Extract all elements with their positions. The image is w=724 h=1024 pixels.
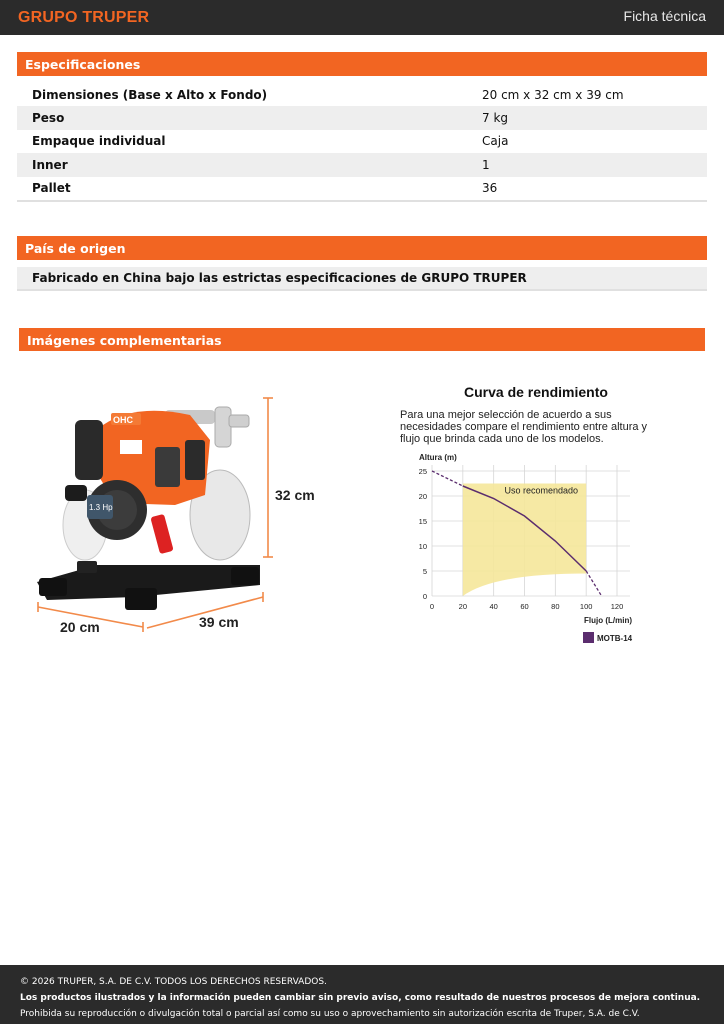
series-dash-start	[432, 471, 463, 486]
section-header-images: Imágenes complementarias	[19, 328, 705, 351]
spec-label: Empaque individual	[32, 134, 166, 149]
y-tick-label: 15	[418, 517, 427, 526]
spec-value: 20 cm x 32 cm x 39 cm	[482, 87, 624, 102]
legend-swatch	[583, 632, 594, 643]
footer-copyright: © 2026 TRUPER, S.A. DE C.V. TODOS LOS DERECHOS RESERVADOS.	[20, 977, 327, 987]
x-tick-label: 20	[458, 602, 468, 611]
brand-logo: GRUPO TRUPER	[18, 9, 150, 26]
x-tick-label: 60	[520, 602, 529, 611]
spec-value: 36	[482, 181, 498, 196]
y-tick-label: 20	[418, 492, 427, 501]
pump-frame	[37, 561, 260, 610]
table-row	[17, 106, 707, 129]
dimension-depth-label: 39 cm	[199, 614, 239, 630]
table-row	[17, 177, 707, 200]
series-dash-end	[586, 571, 601, 596]
legend-label: MOTB-14	[597, 634, 633, 643]
x-axis-ticks	[430, 602, 623, 611]
table-row	[17, 130, 707, 153]
x-tick-label: 0	[429, 602, 435, 611]
dimension-height-label: 32 cm	[275, 487, 315, 503]
section-header-specs: Especificaciones	[17, 52, 707, 76]
x-tick-label: 100	[579, 602, 593, 611]
performance-chart	[400, 448, 640, 648]
footer-prohibition: Prohibida su reproducción o divulgación total o parcial así como su uso o aprovechamiento sin autorización escrita de Truper, S.A. de C.V.	[20, 1009, 640, 1019]
power-label: 1.3 Hp	[89, 503, 113, 512]
recommended-label: Uso recomendado	[504, 485, 579, 496]
section-header-origin: País de origen	[17, 236, 707, 260]
spec-value: Caja	[482, 134, 509, 149]
spec-label: Peso	[32, 111, 65, 126]
x-axis-label: Flujo (L/min)	[584, 616, 632, 625]
spec-value: 1	[482, 157, 490, 172]
footer	[0, 965, 724, 1024]
engine-label: OHC	[113, 415, 133, 425]
x-tick-label: 120	[610, 602, 624, 611]
x-tick-label: 80	[551, 602, 560, 611]
spec-label: Inner	[32, 157, 68, 172]
spec-label: Pallet	[32, 181, 71, 196]
spec-table	[17, 83, 707, 202]
origin-text: Fabricado en China bajo las estrictas especificaciones de GRUPO TRUPER	[17, 267, 707, 291]
table-row	[17, 83, 707, 106]
footer-notice: Los productos ilustrados y la información pueden cambiar sin previo aviso, como resultado de nuestros procesos de mejora continua.	[20, 993, 701, 1003]
spec-value: 7 kg	[482, 111, 509, 126]
y-axis-ticks	[419, 467, 427, 601]
x-tick-label: 40	[489, 602, 498, 611]
spec-label: Dimensiones (Base x Alto x Fondo)	[32, 87, 268, 102]
y-tick-label: 0	[422, 592, 427, 601]
chart-description: Para una mejor selección de acuerdo a sus necesidades compare el rendimiento entre altura y flujo que brinda cada uno de los modelos.	[400, 409, 648, 445]
chart-title: Curva de rendimiento	[464, 384, 608, 400]
document-type: Ficha técnica	[623, 8, 706, 24]
product-image	[25, 385, 325, 645]
table-row	[17, 153, 707, 176]
y-tick-label: 5	[422, 567, 427, 576]
y-axis-label: Altura (m)	[419, 453, 457, 462]
dimension-base-label: 20 cm	[60, 619, 100, 635]
top-bar	[0, 0, 724, 35]
y-tick-label: 25	[418, 467, 427, 476]
y-tick-label: 10	[418, 542, 427, 551]
